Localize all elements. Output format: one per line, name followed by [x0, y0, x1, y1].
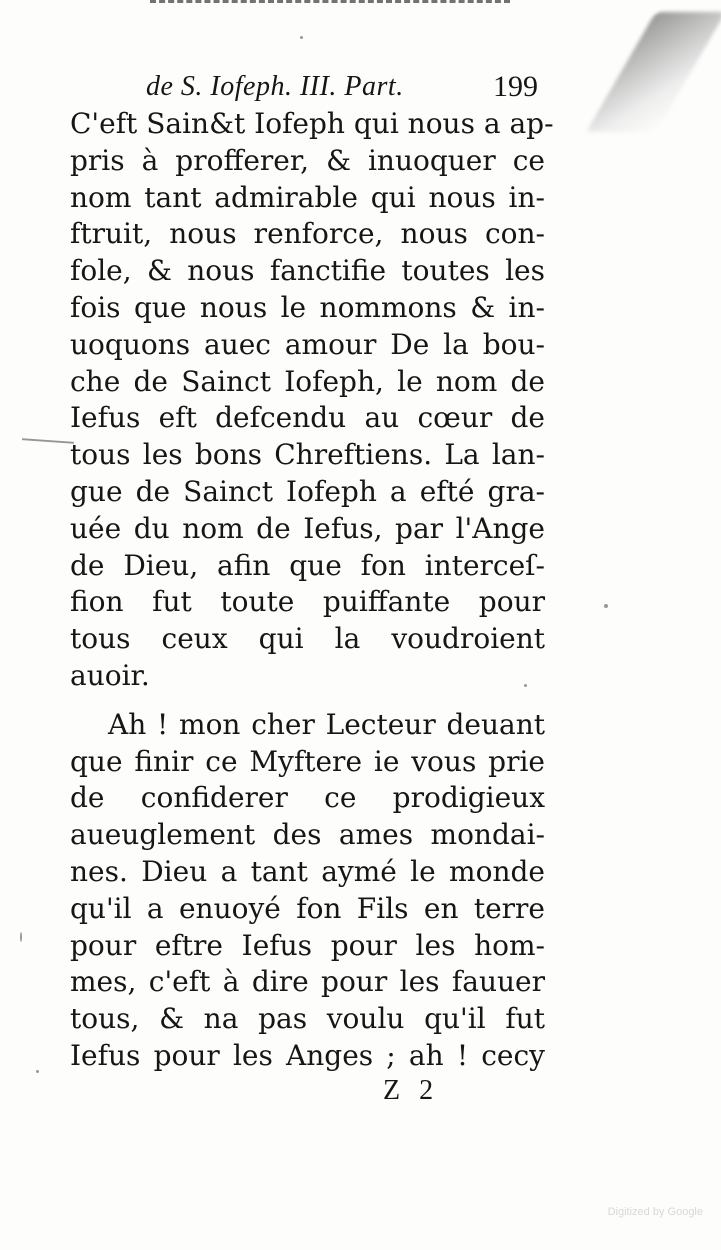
text-line: Iefus pour les Anges ; ah ! cecy: [70, 1038, 545, 1072]
text-line: pour eftre Iefus pour les hom-: [70, 928, 545, 962]
corner-smudge: [586, 12, 721, 132]
ink-speck: [524, 684, 527, 687]
text-line: nom tant admirable qui nous in-: [70, 180, 545, 214]
text-line: aueuglement des ames mondai-: [70, 818, 545, 852]
text-line: pris à profferer, & inuoquer ce: [70, 143, 545, 177]
text-line: Ah ! mon cher Lecteur deuant: [108, 707, 545, 741]
text-line: qu'il a enuoyé fon Fils en terre: [70, 891, 545, 925]
watermark: Digitized by Google: [607, 1206, 703, 1218]
text-line: tous, & na pas voulu qu'il fut: [70, 1002, 545, 1036]
text-line: gue de Sainct Iofeph a efté gra-: [70, 474, 545, 508]
text-line: Iefus eft defcendu au cœur de: [70, 401, 545, 435]
text-line: tous les bons Chreftiens. La lan-: [70, 438, 545, 472]
text-line: fion fut toute puiffante pour: [70, 585, 545, 619]
text-line: C'eft Sain&t Iofeph qui nous a ap-: [70, 107, 554, 140]
text-line: nes. Dieu a tant aymé le monde: [70, 854, 545, 888]
text-line: fole, & nous fanctifie toutes les: [70, 254, 545, 288]
text-line: que finir ce Myftere ie vous prie: [70, 744, 545, 778]
ink-speck: [20, 932, 22, 942]
page-number: 199: [493, 70, 538, 103]
ink-speck: [300, 36, 303, 39]
signature-mark: Z 2: [383, 1075, 440, 1106]
text-line: fois que nous le nommons & in-: [70, 290, 545, 324]
margin-mark: [22, 438, 74, 444]
text-line: uée du nom de Iefus, par l'Ange: [70, 511, 545, 545]
running-head: [146, 70, 546, 104]
text-line: de confiderer ce prodigieux: [70, 781, 545, 815]
running-title: de S. Iofeph. III. Part.: [146, 71, 404, 102]
text-line: uoquons auec amour De la bou-: [70, 327, 545, 361]
ink-speck: [36, 1070, 39, 1073]
text-line: che de Sainct Iofeph, le nom de: [70, 364, 545, 398]
text-line: auoir.: [70, 658, 150, 692]
text-line: mes, c'eft à dire pour les fauuer: [70, 965, 545, 999]
text-line: tous ceux qui la voudroient: [70, 622, 545, 656]
paragraph-gap: [70, 695, 545, 707]
bleed-through-text: [150, 0, 510, 13]
body-text: [70, 106, 554, 1075]
ink-speck: [604, 604, 608, 608]
text-line: de Dieu, afin que fon interceſ-: [70, 548, 545, 582]
text-line: ftruit, nous renforce, nous con-: [70, 217, 545, 251]
